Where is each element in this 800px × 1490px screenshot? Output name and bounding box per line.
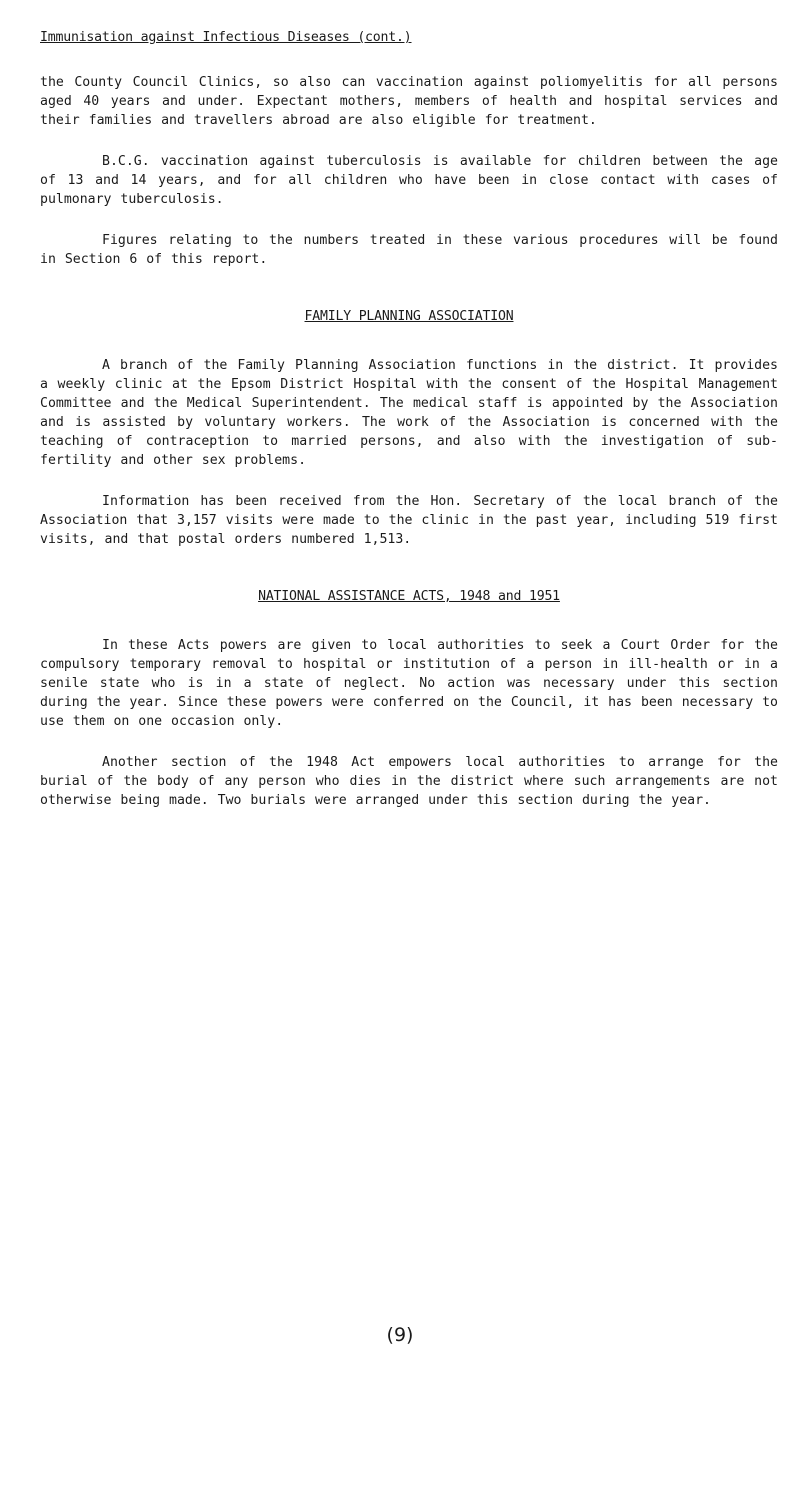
intro-paragraph-1: the County Council Clinics, so also can vaccination against poliomyelitis for all persons aged 40 years and under. Expectant mothers, members of health and hospital services and their families and travellers abroad are also eligible for treatment.	[40, 75, 778, 128]
family-planning-paragraph-1: A branch of the Family Planning Association functions in the district. It provides a weekly clinic at the Epsom District Hospital with the consent of the Hospital Management Committee and the Medical Superintendent. The medical staff is appointed by the Association and is assisted by voluntary workers. The work of the Association is concerned with the teaching of contraception to married persons, and also with the investigation of sub-fertility and other sex problems.	[40, 358, 778, 468]
intro-paragraph-2: B.C.G. vaccination against tuberculosis is available for children between the age of 13 and 14 years, and for all children who have been in close contact with cases of pulmonary tuberculosis.	[40, 154, 778, 207]
national-assistance-paragraph-2: Another section of the 1948 Act empowers local authorities to arrange for the burial of the body of any person who dies in the district where such arrangements are not otherwise being made. Two burials were arranged under this section during the year.	[40, 755, 778, 808]
page-body	[40, 73, 778, 832]
national-assistance-paragraph-1: In these Acts powers are given to local authorities to seek a Court Order for the compulsory temporary removal to hospital or institution of a person in ill-health or in a senile state who is in a state of neglect. No action was necessary under this section during the year. Since these powers were conferred on the Council, it has been necessary to use them on one occasion only.	[40, 638, 778, 729]
running-head: Immunisation against Infectious Diseases (cont.)	[40, 30, 412, 45]
intro-paragraph-3: Figures relating to the numbers treated in these various procedures will be found in Section 6 of this report.	[40, 233, 778, 267]
family-planning-heading: FAMILY PLANNING ASSOCIATION	[304, 309, 514, 324]
family-planning-paragraph-2: Information has been received from the Hon. Secretary of the local branch of the Association that 3,157 visits were made to the clinic in the past year, including 519 first visits, and that postal orders numbered 1,513.	[40, 494, 778, 547]
national-assistance-heading: NATIONAL ASSISTANCE ACTS, 1948 and 1951	[258, 589, 560, 604]
page-number: (9)	[386, 1324, 414, 1346]
